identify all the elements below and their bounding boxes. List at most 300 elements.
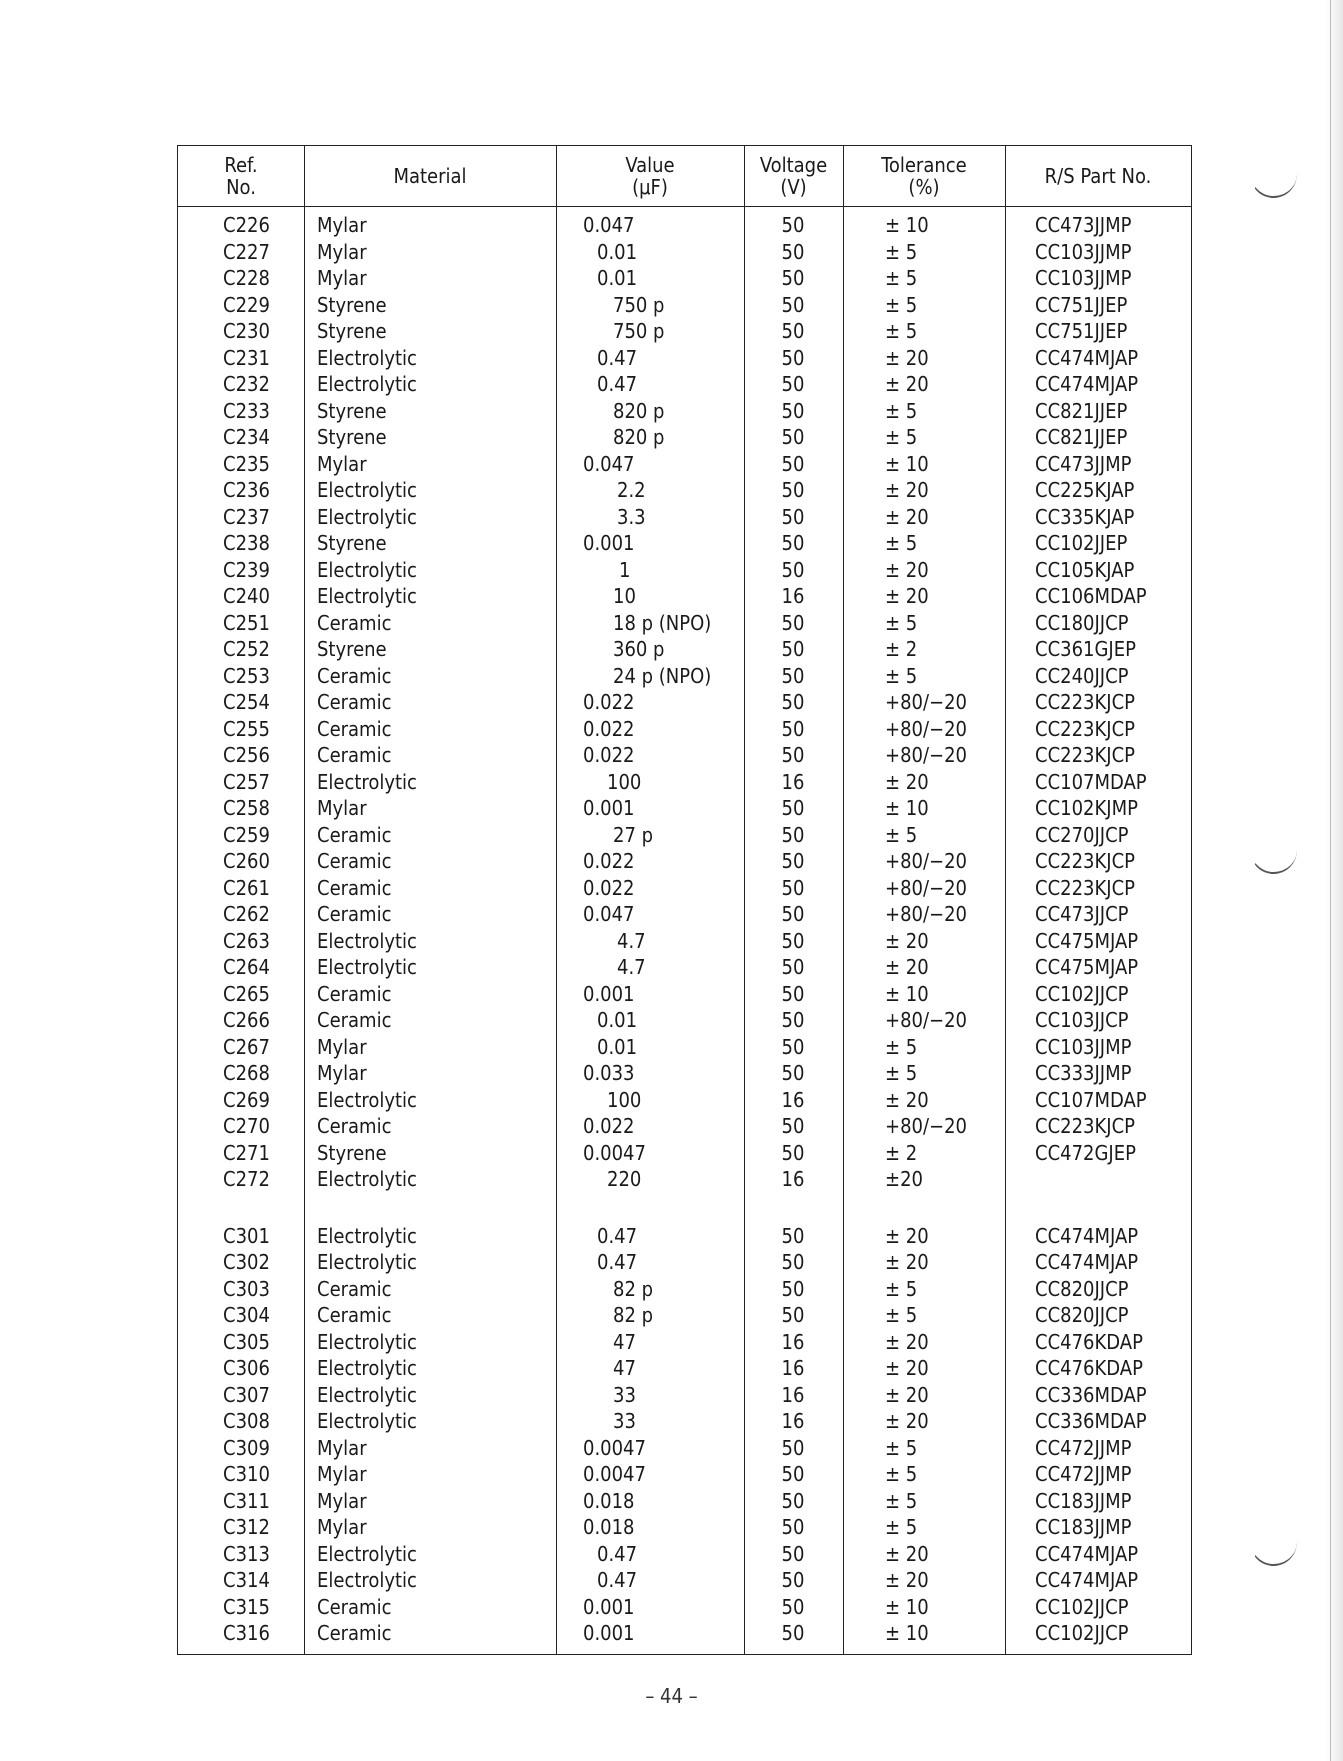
value-cell: 3.3 — [617, 504, 646, 529]
ref-cell: C311 — [223, 1488, 270, 1513]
tolerance-cell: ± 20 — [885, 1356, 929, 1380]
tolerance-cell: ± 5 — [885, 239, 918, 264]
header-part-no — [1005, 146, 1191, 206]
voltage-cell: 50 — [781, 1034, 805, 1059]
table-row — [178, 1541, 1191, 1568]
tolerance-cell: ± 20 — [885, 928, 929, 953]
tolerance-cell: ± 10 — [885, 451, 929, 476]
ref-cell: C229 — [223, 292, 270, 317]
tolerance-cell: ± 20 — [885, 1329, 929, 1354]
material-cell: Styrene — [317, 1140, 387, 1165]
tolerance-cell: ± 5 — [885, 1515, 918, 1539]
part-number-cell: CC472GJEP — [1035, 1140, 1136, 1165]
part-number-cell: CC107MDAP — [1035, 1087, 1147, 1112]
table-row — [178, 345, 1191, 372]
ref-cell: C252 — [223, 637, 270, 661]
tolerance-cell: +80/−20 — [885, 743, 968, 767]
header-material — [304, 146, 556, 206]
material-cell: Styrene — [317, 425, 387, 449]
voltage-cell: 50 — [781, 1488, 805, 1513]
value-cell: 47 — [613, 1329, 636, 1354]
voltage-cell: 50 — [781, 319, 805, 343]
part-number-cell: CC821JJEP — [1035, 425, 1128, 449]
part-number-cell: CC183JJMP — [1035, 1515, 1132, 1539]
part-number-cell: CC475MJAP — [1035, 928, 1139, 953]
value-cell: 82 p — [613, 1276, 654, 1301]
ref-cell: C254 — [223, 690, 270, 714]
part-number-cell: CC240JJCP — [1035, 663, 1129, 688]
part-number-cell: CC473JJMP — [1035, 213, 1132, 237]
material-cell: Styrene — [317, 637, 387, 661]
ref-cell: C238 — [223, 531, 270, 555]
material-cell: Ceramic — [317, 1008, 392, 1032]
table-row — [178, 1488, 1191, 1515]
part-number-cell: CC223KJCP — [1035, 716, 1135, 741]
header-ref-no — [178, 146, 304, 206]
part-number-cell: CC223KJCP — [1035, 849, 1135, 873]
part-number-cell: CC336MDAP — [1035, 1409, 1147, 1433]
value-cell: 0.047 — [583, 451, 635, 476]
part-number-cell: CC270JJCP — [1035, 822, 1129, 847]
voltage-cell: 50 — [781, 292, 805, 317]
ref-cell: C309 — [223, 1435, 270, 1460]
tolerance-cell: ± 20 — [885, 1382, 929, 1407]
value-cell: 0.001 — [583, 796, 635, 820]
tolerance-cell: ± 2 — [885, 637, 918, 661]
table-row — [178, 954, 1191, 981]
value-cell: 47 — [613, 1356, 636, 1380]
ref-cell: C251 — [223, 610, 270, 635]
tolerance-cell: +80/−20 — [885, 716, 968, 741]
voltage-cell: 50 — [781, 1303, 805, 1327]
material-cell: Electrolytic — [317, 1541, 417, 1566]
part-number-cell: CC102JJCP — [1035, 1594, 1129, 1619]
ref-cell: C314 — [223, 1568, 270, 1592]
material-cell: Mylar — [317, 1488, 367, 1513]
voltage-cell: 50 — [781, 478, 805, 502]
material-cell: Electrolytic — [317, 1356, 417, 1380]
voltage-cell: 50 — [781, 504, 805, 529]
voltage-cell: 50 — [781, 637, 805, 661]
voltage-cell: 50 — [781, 743, 805, 767]
value-cell: 27 p — [613, 822, 654, 847]
tolerance-cell: ± 20 — [885, 504, 929, 529]
voltage-cell: 50 — [781, 1276, 805, 1301]
material-cell: Mylar — [317, 796, 367, 820]
table-row — [178, 239, 1191, 266]
material-cell: Ceramic — [317, 822, 392, 847]
voltage-cell: 16 — [781, 584, 805, 608]
ref-cell: C306 — [223, 1356, 270, 1380]
voltage-cell: 50 — [781, 557, 805, 582]
table-row — [178, 530, 1191, 557]
table-row — [178, 1166, 1191, 1193]
part-number-cell: CC333JJMP — [1035, 1061, 1132, 1085]
value-cell: 0.033 — [583, 1061, 635, 1085]
ref-cell: C235 — [223, 451, 270, 476]
voltage-cell: 50 — [781, 398, 805, 423]
part-number-cell: CC102KJMP — [1035, 796, 1138, 820]
table-body — [178, 212, 1191, 1647]
voltage-cell: 50 — [781, 796, 805, 820]
part-number-cell: CC474MJAP — [1035, 345, 1139, 370]
material-cell: Ceramic — [317, 902, 392, 926]
part-number-cell: CC106MDAP — [1035, 584, 1147, 608]
material-cell: Mylar — [317, 239, 367, 264]
voltage-cell: 50 — [781, 690, 805, 714]
ref-cell: C263 — [223, 928, 270, 953]
tolerance-cell: ± 5 — [885, 822, 918, 847]
tolerance-cell: +80/−20 — [885, 875, 968, 900]
tolerance-cell: ± 5 — [885, 1034, 918, 1059]
material-cell: Ceramic — [317, 849, 392, 873]
material-cell: Styrene — [317, 531, 387, 555]
header-tolerance — [843, 146, 1005, 206]
header-value-line2: (μF) — [632, 175, 668, 199]
value-cell: 0.047 — [583, 902, 635, 926]
page-edge-line — [1330, 0, 1331, 1761]
value-cell: 0.022 — [583, 690, 635, 714]
material-cell: Mylar — [317, 1034, 367, 1059]
part-number-cell: CC821JJEP — [1035, 398, 1128, 423]
part-number-cell: CC335KJAP — [1035, 504, 1135, 529]
table-row — [178, 1435, 1191, 1462]
tolerance-cell: ± 20 — [885, 372, 929, 396]
tolerance-cell: ± 5 — [885, 1488, 918, 1513]
material-cell: Electrolytic — [317, 1223, 417, 1248]
tolerance-cell: ± 20 — [885, 584, 929, 608]
tolerance-cell: ± 5 — [885, 531, 918, 555]
value-cell: 0.022 — [583, 875, 635, 900]
table-row — [178, 795, 1191, 822]
value-cell: 18 p (NPO) — [613, 610, 712, 635]
voltage-cell: 16 — [781, 1329, 805, 1354]
part-number-cell: CC751JJEP — [1035, 319, 1128, 343]
voltage-cell: 50 — [781, 239, 805, 264]
tolerance-cell: ± 20 — [885, 478, 929, 502]
material-cell: Mylar — [317, 1515, 367, 1539]
material-cell: Ceramic — [317, 1621, 392, 1645]
table-row — [178, 663, 1191, 690]
value-cell: 360 p — [613, 637, 665, 661]
table-row — [178, 1461, 1191, 1488]
ref-cell: C228 — [223, 266, 270, 290]
part-number-cell: CC476KDAP — [1035, 1356, 1143, 1380]
part-number-cell: CC474MJAP — [1035, 1541, 1139, 1566]
header-voltage — [744, 146, 843, 206]
material-cell: Ceramic — [317, 981, 392, 1006]
part-number-cell: CC103JJMP — [1035, 266, 1132, 290]
table-row — [178, 1140, 1191, 1167]
table-row — [178, 769, 1191, 796]
value-cell: 0.47 — [597, 1568, 638, 1592]
ref-cell: C308 — [223, 1409, 270, 1433]
ref-cell: C234 — [223, 425, 270, 449]
table-row — [178, 1355, 1191, 1382]
page-edge — [1325, 0, 1343, 1761]
tolerance-cell: +80/−20 — [885, 902, 968, 926]
part-number-cell: CC103JJMP — [1035, 1034, 1132, 1059]
part-number-cell: CC223KJCP — [1035, 1114, 1135, 1138]
voltage-cell: 50 — [781, 1515, 805, 1539]
part-number-cell: CC102JJCP — [1035, 981, 1129, 1006]
value-cell: 0.047 — [583, 213, 635, 237]
material-cell: Styrene — [317, 292, 387, 317]
tolerance-cell: ± 5 — [885, 292, 918, 317]
table-row — [178, 557, 1191, 584]
tolerance-cell: ± 5 — [885, 425, 918, 449]
part-number-cell: CC474MJAP — [1035, 1223, 1139, 1248]
table-row — [178, 716, 1191, 743]
page-number: – 44 – — [645, 1684, 698, 1708]
header-tolerance-line2: (%) — [908, 175, 940, 199]
tolerance-cell: ±20 — [885, 1167, 923, 1191]
material-cell: Electrolytic — [317, 928, 417, 953]
table-row — [178, 583, 1191, 610]
tolerance-cell: ± 20 — [885, 345, 929, 370]
table-row — [178, 1223, 1191, 1250]
voltage-cell: 50 — [781, 451, 805, 476]
header-ref-line1: Ref. — [224, 153, 258, 177]
material-cell: Electrolytic — [317, 504, 417, 529]
value-cell: 0.47 — [597, 1541, 638, 1566]
ref-cell: C262 — [223, 902, 270, 926]
voltage-cell: 50 — [781, 1594, 805, 1619]
voltage-cell: 50 — [781, 902, 805, 926]
ref-cell: C226 — [223, 213, 270, 237]
voltage-cell: 50 — [781, 981, 805, 1006]
voltage-cell: 50 — [781, 1008, 805, 1032]
tolerance-cell: ± 10 — [885, 981, 929, 1006]
tolerance-cell: ± 20 — [885, 769, 929, 794]
value-cell: 0.001 — [583, 1594, 635, 1619]
tolerance-cell: ± 5 — [885, 266, 918, 290]
voltage-cell: 50 — [781, 928, 805, 953]
table-row — [178, 292, 1191, 319]
material-cell: Electrolytic — [317, 1382, 417, 1407]
part-number-cell: CC473JJMP — [1035, 451, 1132, 476]
value-cell: 820 p — [613, 425, 665, 449]
header-divider — [178, 206, 1191, 207]
material-cell: Ceramic — [317, 690, 392, 714]
material-cell: Electrolytic — [317, 345, 417, 370]
part-number-cell: CC223KJCP — [1035, 875, 1135, 900]
material-cell: Electrolytic — [317, 1329, 417, 1354]
tolerance-cell: +80/−20 — [885, 849, 968, 873]
value-cell: 82 p — [613, 1303, 654, 1327]
table-row — [178, 1514, 1191, 1541]
ref-cell: C230 — [223, 319, 270, 343]
ref-cell: C233 — [223, 398, 270, 423]
value-cell: 4.7 — [617, 955, 646, 979]
part-number-cell: CC225KJAP — [1035, 478, 1135, 502]
tolerance-cell: ± 20 — [885, 1087, 929, 1112]
value-cell: 0.0047 — [583, 1140, 646, 1165]
ref-cell: C302 — [223, 1250, 270, 1274]
material-cell: Ceramic — [317, 743, 392, 767]
tolerance-cell: ± 5 — [885, 1462, 918, 1486]
part-number-cell: CC102JJEP — [1035, 531, 1128, 555]
tolerance-cell: ± 20 — [885, 1250, 929, 1274]
ref-cell: C272 — [223, 1167, 270, 1191]
ref-cell: C259 — [223, 822, 270, 847]
ref-cell: C310 — [223, 1462, 270, 1486]
ref-cell: C232 — [223, 372, 270, 396]
material-cell: Ceramic — [317, 1303, 392, 1327]
material-cell: Mylar — [317, 213, 367, 237]
part-number-cell: CC336MDAP — [1035, 1382, 1147, 1407]
voltage-cell: 50 — [781, 1061, 805, 1085]
ref-cell: C231 — [223, 345, 270, 370]
material-cell: Ceramic — [317, 716, 392, 741]
table-row — [178, 1620, 1191, 1647]
part-number-cell: CC474MJAP — [1035, 1250, 1139, 1274]
value-cell: 0.018 — [583, 1488, 635, 1513]
value-cell: 2.2 — [617, 478, 646, 502]
ref-cell: C303 — [223, 1276, 270, 1301]
part-number-cell: CC361GJEP — [1035, 637, 1136, 661]
ref-cell: C265 — [223, 981, 270, 1006]
ref-cell: C255 — [223, 716, 270, 741]
material-cell: Ceramic — [317, 875, 392, 900]
table-row — [178, 822, 1191, 849]
value-cell: 100 — [607, 769, 642, 794]
voltage-cell: 50 — [781, 531, 805, 555]
ref-cell: C257 — [223, 769, 270, 794]
voltage-cell: 50 — [781, 1223, 805, 1248]
part-number-cell: CC103JJCP — [1035, 1008, 1129, 1032]
table-row — [178, 1594, 1191, 1621]
tolerance-cell: +80/−20 — [885, 690, 968, 714]
part-number-cell: CC183JJMP — [1035, 1488, 1132, 1513]
ref-cell: C258 — [223, 796, 270, 820]
ref-cell: C240 — [223, 584, 270, 608]
voltage-cell: 16 — [781, 769, 805, 794]
ref-cell: C256 — [223, 743, 270, 767]
ref-cell: C227 — [223, 239, 270, 264]
voltage-cell: 50 — [781, 213, 805, 237]
table-row — [178, 1408, 1191, 1435]
ref-cell: C239 — [223, 557, 270, 582]
tolerance-cell: ± 10 — [885, 1594, 929, 1619]
voltage-cell: 16 — [781, 1382, 805, 1407]
ref-cell: C236 — [223, 478, 270, 502]
tolerance-cell: ± 5 — [885, 610, 918, 635]
part-number-cell: CC102JJCP — [1035, 1621, 1129, 1645]
value-cell: 750 p — [613, 292, 665, 317]
material-cell: Electrolytic — [317, 1568, 417, 1592]
table-row — [178, 1034, 1191, 1061]
part-number-cell: CC103JJMP — [1035, 239, 1132, 264]
table-row — [178, 742, 1191, 769]
voltage-cell: 50 — [781, 955, 805, 979]
table-row — [178, 318, 1191, 345]
binder-hole — [1250, 826, 1297, 874]
material-cell: Ceramic — [317, 1114, 392, 1138]
material-cell: Electrolytic — [317, 478, 417, 502]
voltage-cell: 50 — [781, 345, 805, 370]
value-cell: 0.01 — [597, 266, 638, 290]
tolerance-cell: ± 20 — [885, 955, 929, 979]
ref-cell: C301 — [223, 1223, 270, 1248]
value-cell: 0.01 — [597, 1034, 638, 1059]
value-cell: 0.0047 — [583, 1462, 646, 1486]
material-cell: Ceramic — [317, 1276, 392, 1301]
value-cell: 0.47 — [597, 345, 638, 370]
table-row — [178, 398, 1191, 425]
value-cell: 100 — [607, 1087, 642, 1112]
header-tolerance-line1: Tolerance — [881, 153, 967, 177]
voltage-cell: 50 — [781, 425, 805, 449]
table-row — [178, 875, 1191, 902]
value-cell: 0.0047 — [583, 1435, 646, 1460]
material-cell: Mylar — [317, 1435, 367, 1460]
header-voltage-line1: Voltage — [759, 153, 828, 177]
ref-cell: C305 — [223, 1329, 270, 1354]
table-row — [178, 1276, 1191, 1303]
table-row — [178, 265, 1191, 292]
material-cell: Styrene — [317, 398, 387, 423]
table-row — [178, 1087, 1191, 1114]
part-number-cell: CC105KJAP — [1035, 557, 1135, 582]
voltage-cell: 50 — [781, 663, 805, 688]
table-row — [178, 424, 1191, 451]
table-row — [178, 504, 1191, 531]
table-row — [178, 689, 1191, 716]
tolerance-cell: ± 5 — [885, 1276, 918, 1301]
material-cell: Electrolytic — [317, 1167, 417, 1191]
material-cell: Styrene — [317, 319, 387, 343]
tolerance-cell: ± 5 — [885, 398, 918, 423]
ref-cell: C315 — [223, 1594, 270, 1619]
voltage-cell: 16 — [781, 1087, 805, 1112]
voltage-cell: 16 — [781, 1167, 805, 1191]
voltage-cell: 50 — [781, 849, 805, 873]
tolerance-cell: ± 5 — [885, 1303, 918, 1327]
ref-cell: C268 — [223, 1061, 270, 1085]
material-cell: Ceramic — [317, 663, 392, 688]
tolerance-cell: ± 20 — [885, 1409, 929, 1433]
material-cell: Electrolytic — [317, 372, 417, 396]
material-cell: Electrolytic — [317, 1087, 417, 1112]
value-cell: 0.47 — [597, 372, 638, 396]
table-row — [178, 1249, 1191, 1276]
tolerance-cell: ± 10 — [885, 213, 929, 237]
value-cell: 0.022 — [583, 849, 635, 873]
voltage-cell: 50 — [781, 372, 805, 396]
table-row — [178, 1329, 1191, 1356]
voltage-cell: 50 — [781, 822, 805, 847]
tolerance-cell: ± 5 — [885, 319, 918, 343]
table-row — [178, 1382, 1191, 1409]
value-cell: 0.001 — [583, 981, 635, 1006]
ref-cell: C269 — [223, 1087, 270, 1112]
tolerance-cell: ± 20 — [885, 1223, 929, 1248]
part-number-cell: CC223KJCP — [1035, 690, 1135, 714]
ref-cell: C270 — [223, 1114, 270, 1138]
voltage-cell: 50 — [781, 1462, 805, 1486]
material-cell: Mylar — [317, 1462, 367, 1486]
table-row — [178, 610, 1191, 637]
voltage-cell: 50 — [781, 1114, 805, 1138]
part-number-cell: CC473JJCP — [1035, 902, 1129, 926]
voltage-cell: 50 — [781, 610, 805, 635]
part-number-cell: CC751JJEP — [1035, 292, 1128, 317]
header-part-label: R/S Part No. — [1044, 164, 1152, 188]
tolerance-cell: ± 10 — [885, 796, 929, 820]
value-cell: 4.7 — [617, 928, 646, 953]
ref-cell: C267 — [223, 1034, 270, 1059]
